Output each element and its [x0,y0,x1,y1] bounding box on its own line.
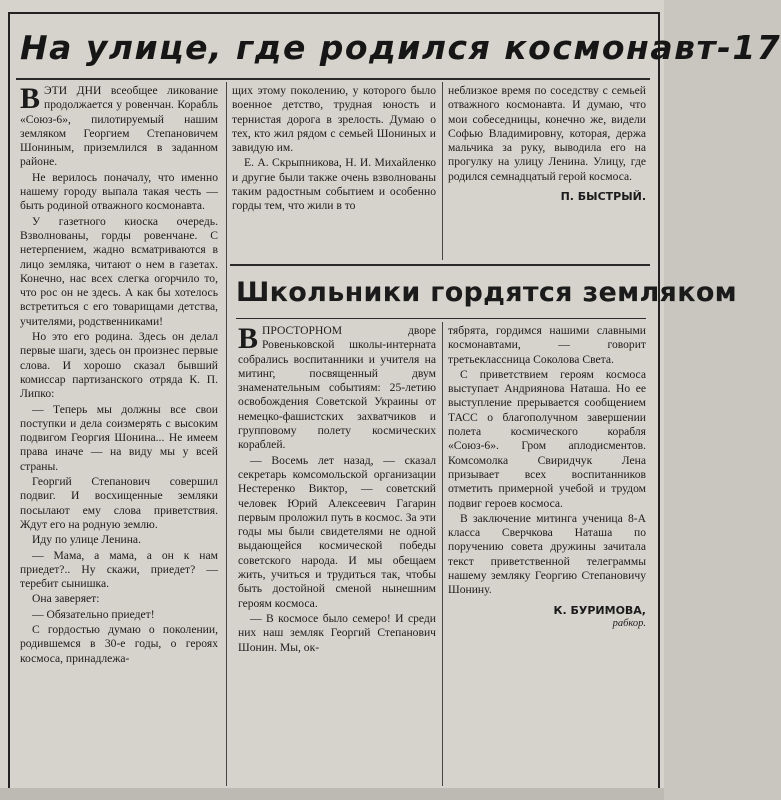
section-rule [230,264,650,266]
column-divider [442,82,443,260]
article1-column-2 [232,84,436,254]
paragraph: тябрята, гордимся нашими славными космонавтами, — говорит третьеклассница Соколова Света. [448,324,646,366]
paragraph: С гордостью думаю о поколении, родившемся в 30-е годы, о героях космоса, принадлежа- [20,622,218,665]
paragraph: Иду по улице Ленина. [32,533,141,547]
paragraph: С приветствием героям космоса выступает Андриянова Наташа. Но ее выступление прерывается сообщением ТАСС о благополучном завершении полета космического корабля «Союз-6». Гром аплодисментов. Комсомолка Свиридчук Лена призывает всех воспитанников отметить примерной учебой и трудом подвиг героев космоса. [448,367,646,510]
paragraph: — В космосе было семеро! И среди них наш земляк Георгий Степанович Шонин. Мы, ок- [238,611,436,654]
author-signature: рабкор. [612,617,646,629]
paragraph: — Восемь лет назад, — сказал секретарь комсомольской организации Нестеренко Виктор, — советский человек Юрий Алексеевич Гагарин первым проложил путь в космос. За эти годы мы были свидетелями не одной выдающейся космической победы советского народа. И мы обещаем жить, учиться и трудиться так, чтобы быть достойной сменой нынешним героям космоса. [238,453,436,610]
paragraph: — Мама, а мама, а он к нам приедет?.. Ну скажи, приедет? — теребит сынишка. [20,548,218,591]
paragraph: Е. А. Скрыпникова, Н. И. Михайленко и другие были также очень взволнованы таким радостным событием и особенно горды тем, что жили в то [232,156,436,213]
article1-headline: На улице, где родился космонавт-17 [20,28,781,67]
paragraph: У газетного киоска очередь. Взволнованы, горды ровенчане. С нетерпением, жадно всматриваются в лицо земляка, читают о нем в газетах. Конечно, нас всех слегка огорчило то, что рос он не здесь. А как бы хотелось встретиться с его товарищами детства, учителями, родственниками! [20,214,218,328]
paragraph: — Обязательно приедет! [32,607,155,621]
article2-column-1 [238,324,436,784]
article1-column-1 [20,84,218,784]
article1-dropcap: В [20,82,41,115]
article1-column-3 [448,84,646,260]
paragraph: Не верилось поначалу, что именно нашему городу выпала такая честь — быть родиной отважного космонавта. [20,170,218,213]
page-bottom-edge [0,788,664,800]
paragraph: щих этому поколению, у которого было военное детство, трудная юность и тернистая дорога в зрелость. Думаю о тех, кто жил рядом с семьей Шониных и завидую им. [232,84,436,155]
headline2-rule [236,318,646,319]
author-signature: П. БЫСТРЫЙ. [560,190,646,204]
paragraph: Георгий Степанович совершил подвиг. И восхищенные земляки посылают ему слова приветствия. Ждут его на родную землю. [20,475,218,531]
paragraph: Она заверяет: [32,592,100,606]
paragraph: ЭТИ ДНИ всеобщее ликование продолжается у ровенчан. Корабль «Союз-6», пилотируемый нашим земляком Георгием Степановичем Шониным, приземлился в заданном районе. [20,84,218,169]
paragraph: В заключение митинга ученица 8-А класса Сверчкова Наташа по поручению совета дружины зачитала текст приветственной телеграммы нашему земляку Георгию Степановичу Шонину. [448,511,646,597]
column-divider [226,82,227,786]
article2-headline: Школьники гордятся земляком [236,277,738,308]
paragraph: ПРОСТОРНОМ дворе Ровеньковской школы-интерната собрались воспитанники и учителя на митинг, посвященный двум знаменательным событиям: 25-летию освобождения Советской Украины от немецко-фашистских захватчиков и групповому полету космических кораблей. [238,324,436,452]
headline-rule [16,78,650,80]
article2-column-2 [448,324,646,784]
paragraph: Но это его родина. Здесь он делал первые шаги, здесь он произнес первые слова. И хорошо сказал бывший комиссар партизанского отряда К. П. Липко: [20,330,218,401]
article2-dropcap: В [238,322,259,355]
paragraph: неблизкое время по соседству с семьей отважного космонавта. И думаю, что мои собеседницы, конечно же, видели Софью Владимировну, которая, держа мальчика за руку, выводила его на прогулку на улицу Ленина. Улицу, где родился семнадцатый герой космоса. [448,84,646,183]
author-signature: К. БУРИМОВА, [553,603,646,617]
column-divider [442,322,443,786]
paragraph: — Теперь мы должны все свои поступки и дела соизмерять с высоким подвигом Георгия Шонина... Не имеем права иначе — на виду мы у всей страны. [20,402,218,473]
